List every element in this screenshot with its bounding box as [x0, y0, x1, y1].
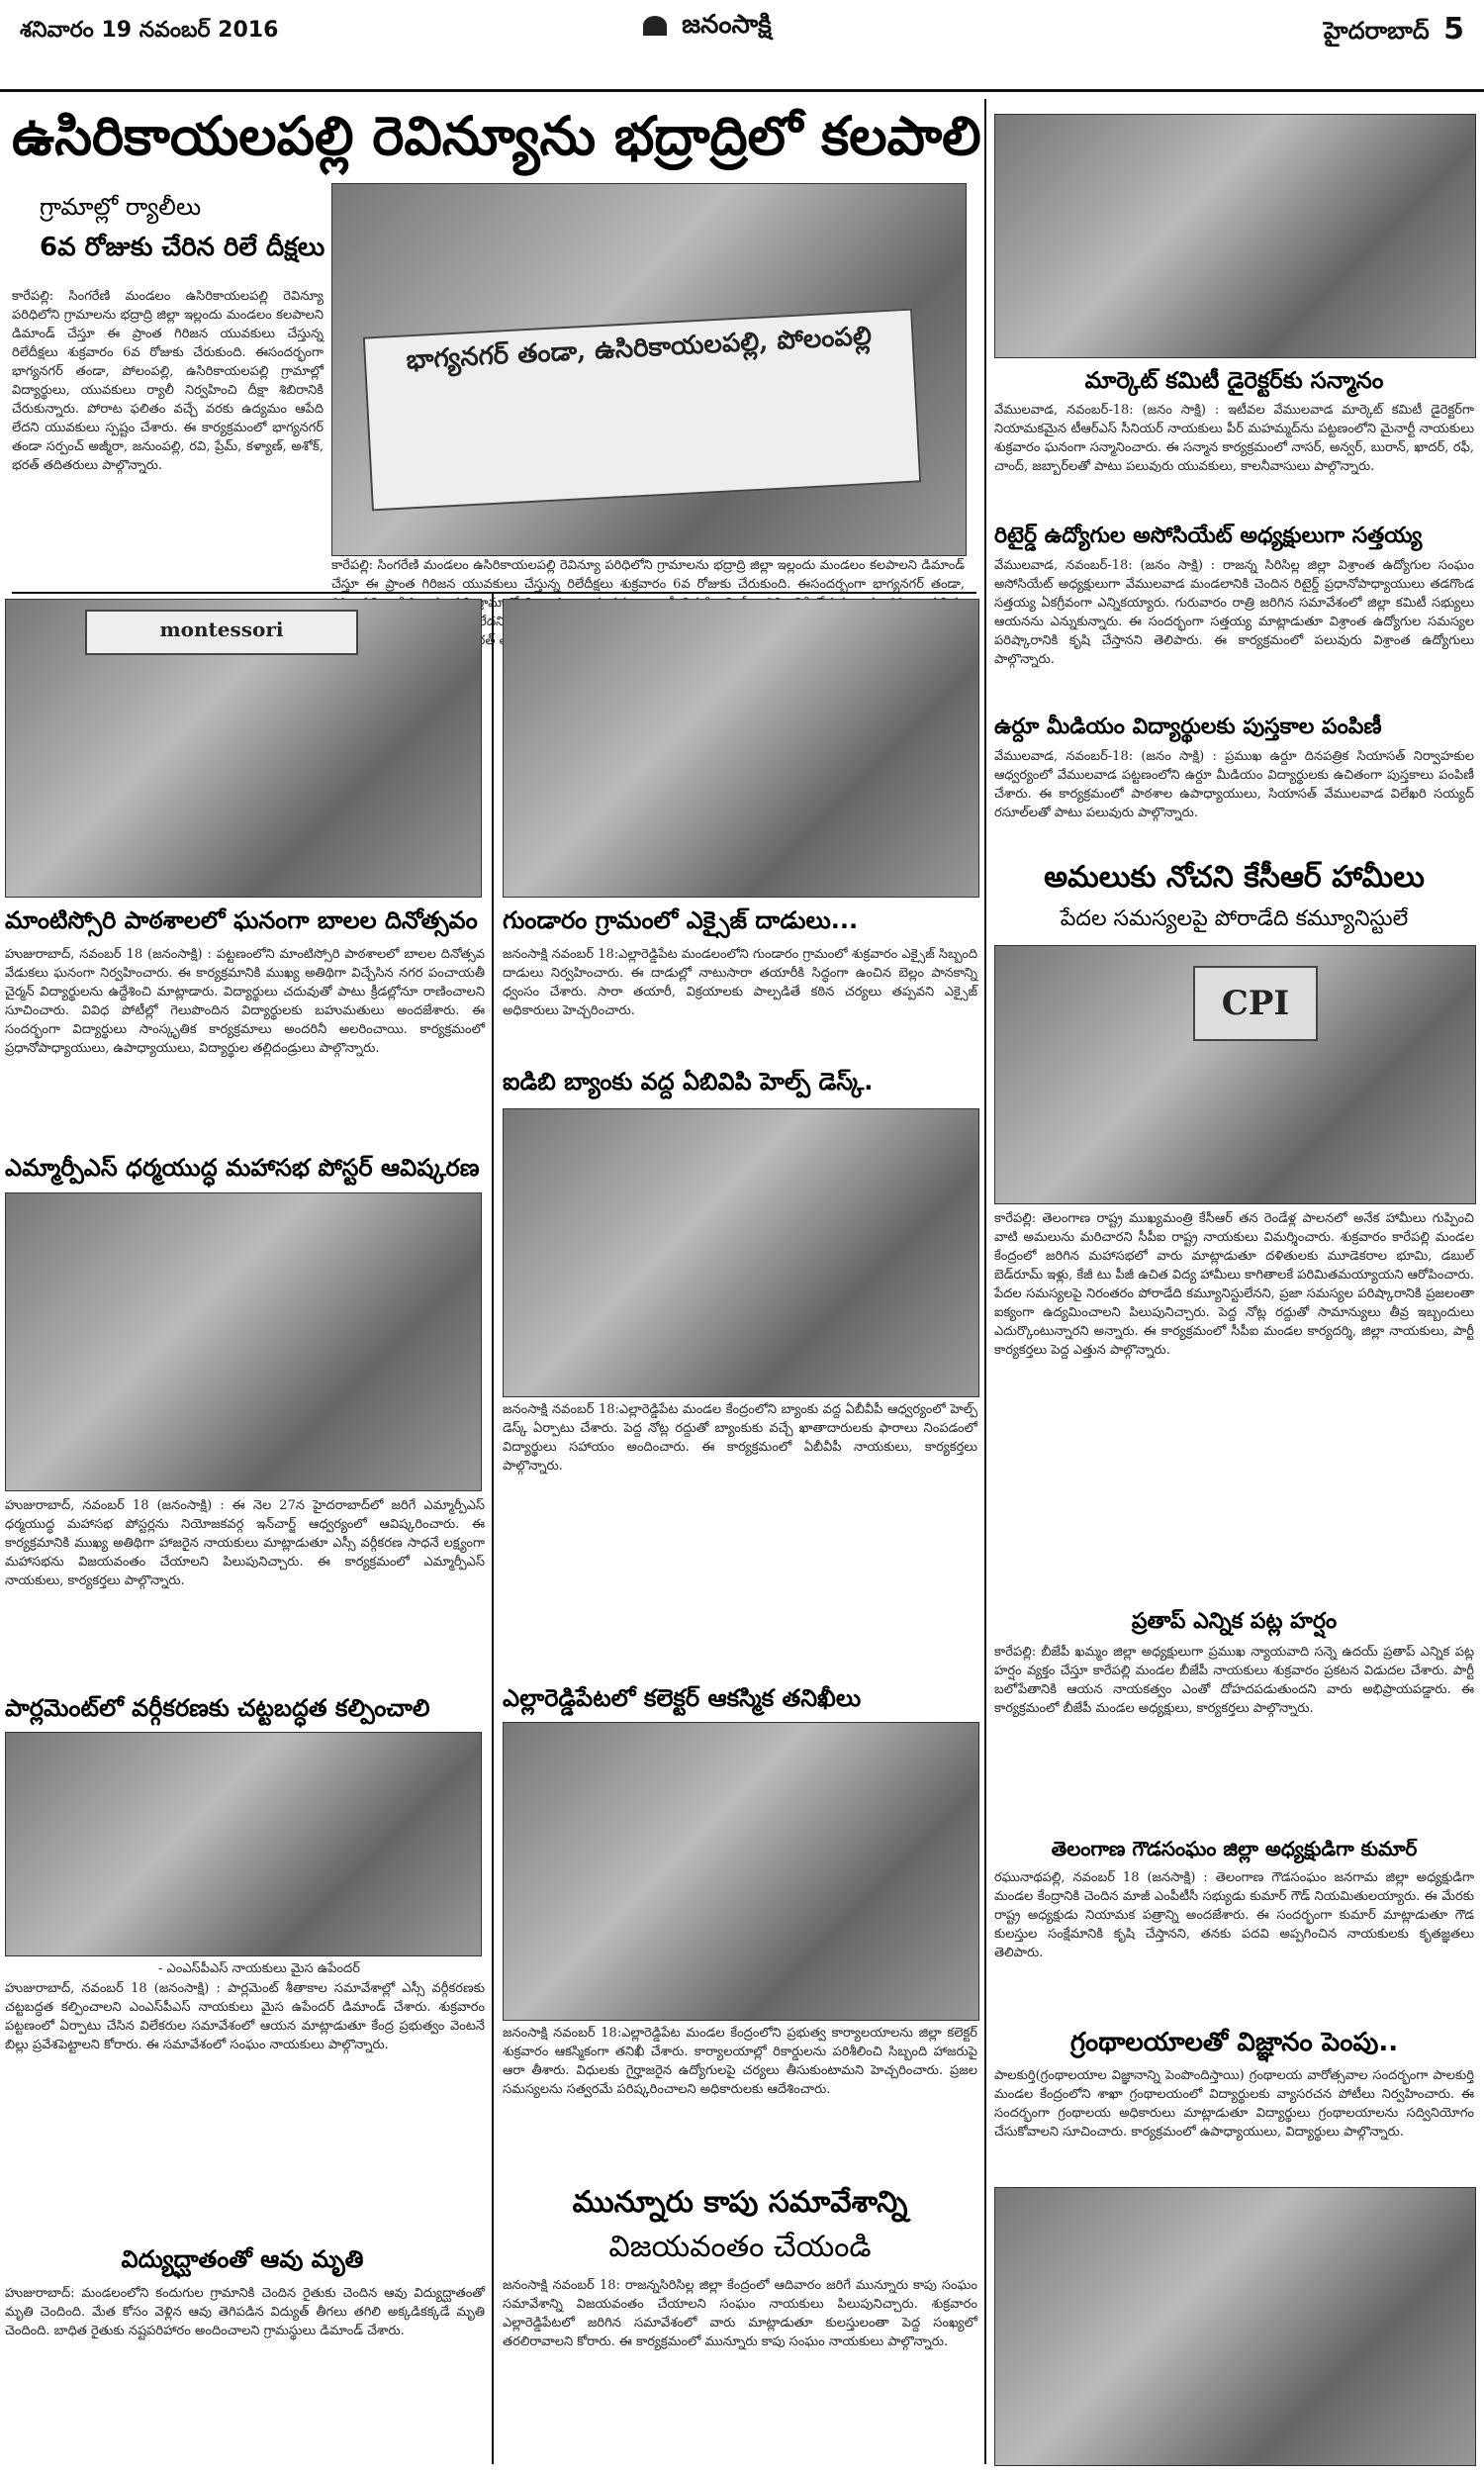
- idbi-headline: ఐడిబి బ్యాంకు వద్ద ఏబివిపి హెల్ప్ డెస్క్.: [503, 1068, 874, 1095]
- montessori-body: హుజురాబాద్, నవంబర్ 18 (జనంసాక్షి) : పట్టణంలోని మాంటిస్సోరి పాఠశాలలో బాలల దినోత్సవ వేడుకలు ఘనంగా నిర్వహించారు. ఈ కార్యక్రమానికి ముఖ్య అతిథిగా విచ్చేసిన నగర పంచాయతీ చైర్మన్ విద్యార్థులను ఉద్దేశించి మాట్లాడారు. విద్యార్థులు చదువుతో పాటు క్రీడల్లోనూ రాణించాలని సూచించారు. వివిధ పోటీల్లో గెలుపొందిన విద్యార్థులకు బహుమతులు అందజేశారు. ఈ సందర్భంగా విద్యార్థులు సాంస్కృతిక కార్యక్రమాలు అందరినీ అలరించాయి. కార్యక్రమంలో ప్రధానోపాధ్యాయులు, ఉపాధ్యాయులు, విద్యార్థుల తల్లిదండ్రులు పాల్గొన్నారు.: [5, 947, 485, 1056]
- goud-headline: తెలంగాణ గౌడసంఘం జిల్లా అధ్యక్షుడిగా కుమార్: [1051, 1837, 1418, 1860]
- library-body: పాలకుర్తి(గ్రంథాలయాల విజ్ఞానాన్ని పెంపొందిస్తాయి) గ్రంథాలయ వారోత్సవాల సందర్భంగా పాలకుర్తి మండల కేంద్రంలోని శాఖా గ్రంథాలయంలో విద్యార్థులకు వ్యాసరచన పోటీలు నిర్వహించారు. ఈ సందర్భంగా గ్రంథాలయ అధికారులు మాట్లాడుతూ విద్యార్థులు గ్రంథాలయాలను సద్వినియోగం చేసుకోవాలని సూచించారు. కార్యక్రమంలో ఉపాధ్యాయులు, విద్యార్థులు పాల్గొన్నారు.: [994, 2068, 1474, 2140]
- collector-headline: ఎల్లారెడ్డిపేటలో కలెక్టర్ ఆకస్మిక తనిఖీలు: [503, 1684, 862, 1712]
- idbi-body: జనంసాక్షి నవంబర్ 18:ఎల్లారెడ్డిపేట మండల కేంద్రంలోని బ్యాంకు వద్ద ఏబీవీపీ ఆధ్వర్యంలో హెల్ప్ డెస్క్ ఏర్పాటు చేశారు. పెద్ద నోట్ల రద్దుతో బ్యాంకుకు వచ్చే ఖాతాదారులకు ఫారాలు నింపడంలో విద్యార్థులు సహాయం అందించారు. ఈ కార్యక్రమంలో ఏబీవీపీ నాయకులు, కార్యకర్తలు పాల్గొన్నారు.: [503, 1402, 977, 1474]
- retired-body: వేములవాడ, నవంబర్-18: (జనం సాక్షి) : రాజన్న సిరిసిల్ల జిల్లా విశ్రాంత ఉద్యోగుల సంఘం అసోసియేట్ అధ్యక్షులుగా వేములవాడ మండలానికి చెందిన రిటైర్డ్ ప్రధానోపాధ్యాయులు తడగొండ సత్తయ్య ఏకగ్రీవంగా ఎన్నికయ్యారు. గురువారం రాత్రి జరిగిన సమావేశంలో జిల్లా కమిటీ సభ్యులు ఆయనను ఎన్నుకున్నారు. ఈ సందర్భంగా సత్తయ్య మాట్లాడుతూ విశ్రాంత ఉద్యోగుల సమస్యల పరిష్కారానికి కృషి చేస్తానని తెలిపారు. ఈ కార్యక్రమంలో పలువురు విశ్రాంత ఉద్యోగులు పాల్గొన్నారు.: [994, 558, 1474, 667]
- market-headline: మార్కెట్ కమిటీ డైరెక్టర్‌కు సన్మానం: [1084, 368, 1384, 394]
- market-body: వేములవాడ, నవంబర్-18: (జనం సాక్షి) : ఇటీవల వేములవాడ మార్కెట్ కమిటీ డైరెక్టర్‌గా నియామకమైన టీఆర్ఎస్ సీనియర్ నాయకులు పీర్ మహమ్మద్‌ను పట్టణంలోని మైనార్టీ నాయకులు శుక్రవారం ఘనంగా సన్మానించారు. ఈ సన్మాన కార్యక్రమంలో నాసర్, అన్వర్, బురాన్, ఖాదర్, రఫీ, చాంద్, జబ్బార్‌లతో పాటు పలువురు యువకులు, కాలనీవాసులు పాల్గొన్నారు.: [994, 403, 1474, 474]
- excise-photo: [503, 599, 979, 898]
- montessori-headline: మాంటిస్సోరి పాఠశాలలో ఘనంగా బాలల దినోత్సవం: [5, 906, 478, 934]
- montessori-banner-text: montessori: [159, 618, 284, 641]
- munnuru-body: జనంసాక్షి నవంబర్ 18: రాజన్నసిరిసిల్ల జిల్లా కేంద్రంలో ఆదివారం జరిగే మున్నూరు కాపు సంఘం సమావేశాన్ని విజయవంతం చేయాలని సంఘం నాయకులు పిలుపునిచ్చారు. శుక్రవారం ఎల్లారెడ్డిపేటలో జరిగిన సమావేశంలో వారు మాట్లాడుతూ కులస్తులంతా పెద్ద సంఖ్యలో తరలిరావాలని కోరారు. ఈ కార్యక్రమంలో మున్నూరు కాపు సంఘం నాయకులు పాల్గొన్నారు.: [503, 2278, 977, 2349]
- library-headline: గ్రంథాలయాలతో విజ్ఞానం పెంపు..: [1069, 2028, 1399, 2057]
- excise-headline: గుండారం గ్రామంలో ఎక్సైజ్ దాడులు...: [503, 906, 859, 934]
- cpi-subhead: పేదల సమస్యలపై పోరాడేది కమ్యూనిస్టులే: [1060, 906, 1409, 931]
- main-subhead: 6వ రోజుకు చేరిన రిలే దీక్షలు: [40, 233, 325, 262]
- collector-body: జనంసాక్షి నవంబర్ 18:ఎల్లారెడ్డిపేట మండల కేంద్రంలోని ప్రభుత్వ కార్యాలయాలను జిల్లా కలెక్టర్ శుక్రవారం ఆకస్మికంగా తనిఖీ చేశారు. కార్యాలయాల్లో రికార్డులను పరిశీలించి సిబ్బంది హాజరుపై ఆరా తీశారు. విధులకు గైర్హాజరైన ఉద్యోగులపై చర్యలు తీసుకుంటామని హెచ్చరించారు. ప్రజల సమస్యలను సత్వరమే పరిష్కరించాలని అధికారులకు ఆదేశించారు.: [503, 2026, 977, 2097]
- page-number: 5: [1443, 12, 1464, 47]
- divider: [12, 592, 976, 594]
- urdu-headline: ఉర్దూ మీడియం విద్యార్థులకు పుస్తకాల పంపిణీ: [994, 714, 1382, 739]
- electric-headline: విద్యుద్ఘాతంతో ఆవు మృతి: [121, 2245, 364, 2273]
- issue-date: శనివారం 19 నవంబర్ 2016: [20, 18, 279, 43]
- edition-label: [1324, 12, 1464, 50]
- page-header: [0, 0, 1484, 92]
- column-divider: [492, 594, 494, 2464]
- main-story-photo: [331, 183, 967, 556]
- idbi-photo: [503, 1108, 979, 1397]
- edition-city: హైదరాబాద్: [1323, 17, 1430, 45]
- cpi-headline: అమలుకు నోచని కేసీఆర్ హామీలు: [1044, 860, 1425, 895]
- main-banner-text: భాగ్యనగర్ తండా, ఉసిరికాయలపల్లి, పోలంపల్లి: [405, 321, 873, 376]
- urdu-body: వేములవాడ, నవంబర్-18: (జనం సాక్షి) : ప్రముఖ ఉర్దూ దినపత్రిక సియాసత్ నిర్వాహకుల ఆధ్వర్యంలో వేములవాడ పట్టణంలోని ఉర్దూ మీడియం విద్యార్థులకు ఉచితంగా పుస్తకాలు పంపిణీ చేశారు. ఈ కార్యక్రమంలో పాఠశాల ఉపాధ్యాయులు, సియాసత్ వేములవాడ విలేఖరి సయ్యద్ రసూల్‌లతో పాటు పలువురు పాల్గొన్నారు.: [994, 749, 1474, 820]
- parliament-caption: - ఎంఎస్‌పీఎస్ నాయకులు మైస ఉపేందర్: [158, 1961, 360, 1976]
- pratap-body: కారేపల్లి: బీజేపీ ఖమ్మం జిల్లా అధ్యక్షులుగా ప్రముఖ న్యాయవాది సన్నె ఉదయ్ ప్రతాప్ ఎన్నిక పట్ల హర్షం వ్యక్తం చేస్తూ కారేపల్లి మండల బీజేపీ నాయకులు శుక్రవారం ప్రకటన విడుదల చేశారు. పార్టీ బలోపేతానికి ఆయన నాయకత్వం ఎంతో దోహదపడుతుందని వారు అభిప్రాయపడ్డారు. ఈ కార్యక్రమంలో బీజేపీ మండల అధ్యక్షులు, కార్యకర్తలు పాల్గొన్నారు.: [994, 1645, 1474, 1716]
- excise-body: జనంసాక్షి నవంబర్ 18:ఎల్లారెడ్డిపేట మండలంలోని గుండారం గ్రామంలో శుక్రవారం ఎక్సైజ్ సిబ్బంది దాడులు నిర్వహించారు. ఈ దాడుల్లో నాటుసారా తయారీకి సిద్ధంగా ఉంచిన బెల్లం పానకాన్ని ధ్వంసం చేశారు. సారా తయారీ, విక్రయాలకు పాల్పడితే కఠిన చర్యలు తప్పవని ఎక్సైజ్ అధికారులు హెచ్చరించారు.: [503, 947, 977, 1018]
- main-headline: ఉసిరికాయలపల్లి రెవిన్యూను భద్రాద్రిలో కలపాలి: [12, 105, 981, 167]
- pratap-headline: ప్రతాప్ ఎన్నిక పట్ల హర్షం: [1131, 1609, 1338, 1634]
- montessori-photo: [5, 599, 482, 898]
- market-photo: [994, 114, 1476, 358]
- mrps-photo: [5, 1192, 482, 1491]
- collector-photo: [503, 1722, 979, 2021]
- electric-body: హుజురాబాద్: మండలంలోని కందుగుల గ్రామానికి చెందిన రైతుకు చెందిన ఆవు విద్యుద్ఘాతంతో మృతి చెందింది. మేత కోసం వెళ్లిన ఆవు తెగిపడిన విద్యుత్ తీగలు తగిలి అక్కడికక్కడే మృతి చెందింది. బాధిత రైతుకు నష్టపరిహారం అందించాలని గ్రామస్థులు డిమాండ్ చేశారు.: [5, 2286, 485, 2338]
- library-photo: [994, 2187, 1476, 2466]
- masthead: [643, 10, 772, 46]
- main-story-body: కారేపల్లి: సింగరేణి మండలం ఉసిరికాయలపల్లి రెవిన్యూ పరిధిలోని గ్రామాలను భద్రాద్రి జిల్లా ఇల్లందు మండలం కలపాలని డిమాండ్ చేస్తూ ఈ ప్రాంత గిరిజన యువకులు చేస్తున్న రిలేదీక్షలు శుక్రవారం 6వ రోజుకు చేరుకుంది. ఈసందర్భంగా భాగ్యనగర్ తండా, పోలంపల్లి, ఉసిరికాయలపల్లి గ్రామాల్లో విద్యార్థులు, యువకులు ర్యాలీ నిర్వహించి దీక్షా శిబిరానికి చేరుకున్నారు. పోరాట ఫలితం వచ్చే వరకు ఉద్యమం ఆపేది లేదని యువకులు స్పష్టం చేశారు. ఈ కార్యక్రమంలో భాగ్యనగర్ తండా సర్పంచ్ అజ్మీరా, జనుంపల్లి, రవి, ప్రేమ్, కళ్యాణ్, అశోక్, భరత్ తదితరులు పాల్గొన్నారు.: [12, 289, 324, 473]
- parliament-photo: [5, 1732, 482, 1956]
- column-divider: [984, 99, 986, 2464]
- mrps-headline: ఎమ్మార్పీఎస్ ధర్మయుద్ధ మహాసభ పోస్టర్ ఆవిష్కరణ: [5, 1154, 480, 1182]
- parliament-headline: పార్లమెంట్‌లో వర్గీకరణకు చట్టబద్ధత కల్పించాలి: [5, 1694, 430, 1722]
- cpi-body: కారేపల్లి: తెలంగాణ రాష్ట్ర ముఖ్యమంత్రి కేసీఆర్ తన రెండేళ్ల పాలనలో అనేక హామీలు గుప్పించి వాటి అమలును మరిచారని సీపీఐ రాష్ట్ర నాయకులు విమర్శించారు. శుక్రవారం కారేపల్లి మండల కేంద్రంలో జరిగిన మహాసభలో వారు మాట్లాడుతూ దళితులకు మూడెకరాల భూమి, డబుల్ బెడ్‌రూమ్ ఇళ్లు, కేజీ టు పీజీ ఉచిత విద్య హామీలు కాగితాలకే పరిమితమయ్యాయని ఆరోపించారు. పేదల సమస్యలపై నిరంతరం పోరాడేది కమ్యూనిస్టులేనని, ప్రజా సమస్యల పరిష్కారానికి ప్రజలంతా ఐక్యంగా ఉద్యమించాలని పిలుపునిచ్చారు. పెద్ద నోట్ల రద్దుతో సామాన్యులు తీవ్ర ఇబ్బందులు ఎదుర్కొంటున్నారని అన్నారు. ఈ కార్యక్రమంలో సీపీఐ మండల కార్యదర్శి, జిల్లా నాయకులు, పార్టీ కార్యకర్తలు పెద్ద ఎత్తున పాల్గొన్నారు.: [994, 1211, 1474, 1358]
- masthead-title: జనంసాక్షి: [682, 10, 772, 40]
- cpi-photo: [994, 945, 1476, 1204]
- munnuru-headline-2: విజయవంతం చేయండి: [608, 2230, 872, 2264]
- munnuru-headline-1: మున్నూరు కాపు సమావేశాన్ని: [572, 2185, 908, 2220]
- retired-headline: రిటైర్డ్ ఉద్యోగుల అసోసియేట్ అధ్యక్షులుగా సత్తయ్య: [994, 524, 1423, 548]
- parliament-body: హుజురాబాద్, నవంబర్ 18 (జనంసాక్షి) : పార్లమెంట్ శీతాకాల సమావేశాల్లో ఎస్సీ వర్గీకరణకు చట్టబద్ధత కల్పించాలని ఎంఎస్‌పీఎస్ నాయకులు మైస ఉపేందర్ డిమాండ్ చేశారు. శుక్రవారం పట్టణంలో ఏర్పాటు చేసిన విలేకరుల సమావేశంలో ఆయన మాట్లాడుతూ కేంద్ర ప్రభుత్వం వెంటనే బిల్లు ప్రవేశపెట్టాలని కోరారు. ఈ సమావేశంలో సంఘం నాయకులు పాల్గొన్నారు.: [5, 1981, 485, 2052]
- main-kicker: గ్రామాల్లో ర్యాలీలు: [40, 193, 202, 221]
- goud-body: రఘునాథపల్లి, నవంబర్ 18 (జనసాక్షి) : తెలంగాణ గౌడసంఘం జనగామ జిల్లా అధ్యక్షుడిగా మండల కేంద్రానికి చెందిన మాజీ ఎంపీటీసీ సభ్యుడు కుమార్ గౌడ్ నియమితులయ్యారు. ఈ మేరకు రాష్ట్ర అధ్యక్షుడు నియామక పత్రాన్ని అందజేశారు. ఈ సందర్భంగా కుమార్ మాట్లాడుతూ గౌడ కులస్తుల సంక్షేమానికి కృషి చేస్తానని, తనకు పదవి అప్పగించిన నాయకులకు కృతజ్ఞతలు తెలిపారు.: [994, 1870, 1474, 1960]
- mrps-body: హుజురాబాద్, నవంబర్ 18 (జనంసాక్షి) : ఈ నెల 27న హైదరాబాద్‌లో జరిగే ఎమ్మార్పీఎస్ ధర్మయుద్ధ మహాసభ పోస్టర్లను నియోజకవర్గ ఇన్‌చార్జ్ ఆధ్వర్యంలో ఆవిష్కరించారు. ఈ కార్యక్రమానికి ముఖ్య అతిథిగా హాజరైన నాయకులు మాట్లాడుతూ ఎస్సీ వర్గీకరణ సాధనే లక్ష్యంగా మహాసభను విజయవంతం చేయాలని పిలుపునిచ్చారు. ఈ కార్యక్రమంలో ఎమ్మార్పీఎస్ నాయకులు, కార్యకర్తలు పాల్గొన్నారు.: [5, 1498, 485, 1588]
- main-story-caption: కారేపల్లి: సింగరేణి మండలం ఉసిరికాయలపల్లి రెవిన్యూ పరిధిలోని గ్రామాలను భద్రాద్రి జిల్లా ఇల్లందు మండలం కలపాలని డిమాండ్ చేస్తూ ఈ ప్రాంత గిరిజన యువకులు చేస్తున్న రిలేదీక్షలు శుక్రవారం 6వ రోజుకు చేరుకుంది. ఈసందర్భంగా భాగ్యనగర్ తండా, గ్రామాల్లో: [331, 558, 965, 611]
- cpi-banner-text: CPI: [1221, 984, 1290, 1023]
- masthead-logo-icon: [643, 16, 667, 36]
